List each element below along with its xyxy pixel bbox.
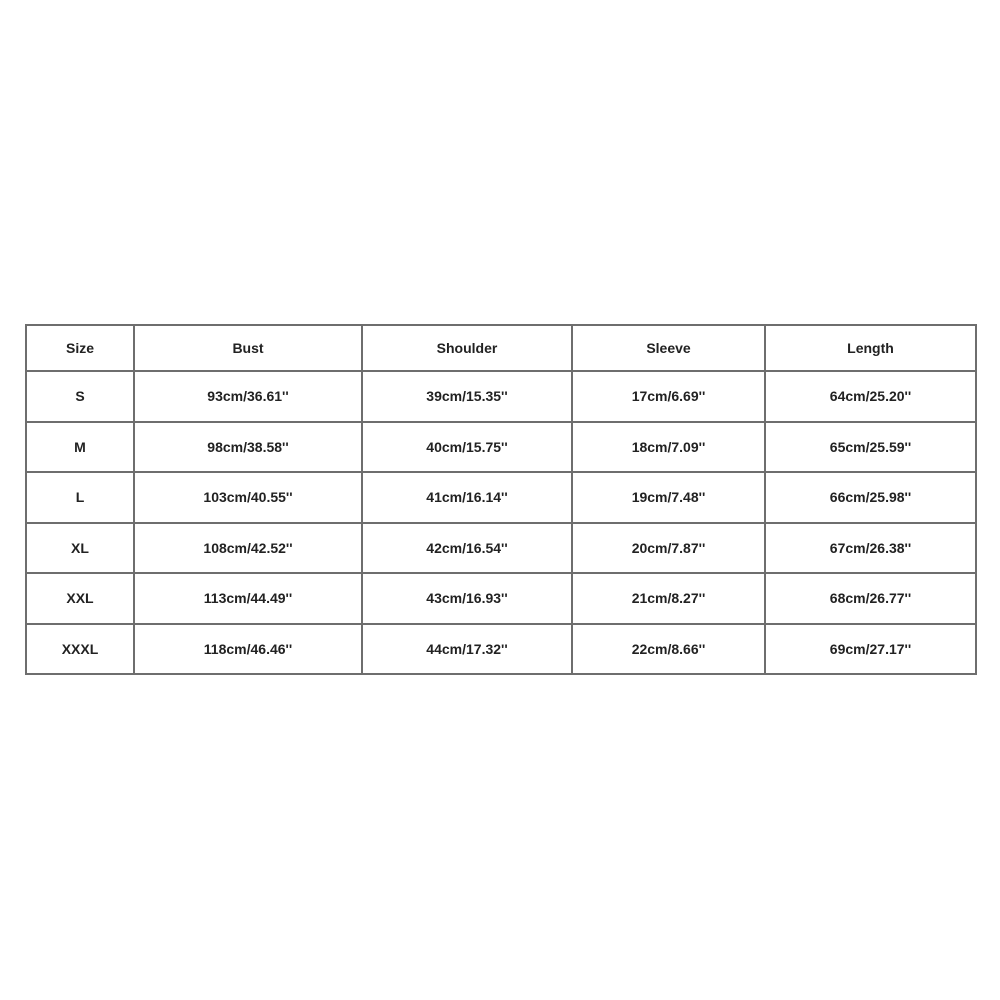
table-row <box>26 472 976 523</box>
cell-length: 64cm/25.20'' <box>765 371 976 422</box>
table-row <box>26 624 976 675</box>
cell-length: 68cm/26.77'' <box>765 573 976 624</box>
cell-sleeve: 20cm/7.87'' <box>572 523 765 574</box>
cell-bust: 103cm/40.55'' <box>134 472 362 523</box>
cell-sleeve: 19cm/7.48'' <box>572 472 765 523</box>
cell-bust: 113cm/44.49'' <box>134 573 362 624</box>
header-bust: Bust <box>134 325 362 371</box>
cell-bust: 98cm/38.58'' <box>134 422 362 473</box>
cell-size: L <box>26 472 134 523</box>
cell-size: XL <box>26 523 134 574</box>
cell-shoulder: 39cm/15.35'' <box>362 371 572 422</box>
cell-length: 67cm/26.38'' <box>765 523 976 574</box>
table-header-row <box>26 325 976 371</box>
header-length: Length <box>765 325 976 371</box>
table-row <box>26 422 976 473</box>
cell-shoulder: 41cm/16.14'' <box>362 472 572 523</box>
header-size: Size <box>26 325 134 371</box>
header-sleeve: Sleeve <box>572 325 765 371</box>
cell-shoulder: 43cm/16.93'' <box>362 573 572 624</box>
cell-shoulder: 40cm/15.75'' <box>362 422 572 473</box>
cell-length: 65cm/25.59'' <box>765 422 976 473</box>
cell-bust: 118cm/46.46'' <box>134 624 362 675</box>
cell-bust: 93cm/36.61'' <box>134 371 362 422</box>
cell-sleeve: 18cm/7.09'' <box>572 422 765 473</box>
cell-sleeve: 17cm/6.69'' <box>572 371 765 422</box>
cell-size: XXXL <box>26 624 134 675</box>
cell-sleeve: 21cm/8.27'' <box>572 573 765 624</box>
header-shoulder: Shoulder <box>362 325 572 371</box>
cell-bust: 108cm/42.52'' <box>134 523 362 574</box>
table-row <box>26 523 976 574</box>
size-chart-table <box>25 324 977 675</box>
table-row <box>26 573 976 624</box>
cell-size: S <box>26 371 134 422</box>
cell-length: 69cm/27.17'' <box>765 624 976 675</box>
cell-shoulder: 44cm/17.32'' <box>362 624 572 675</box>
table-row <box>26 371 976 422</box>
cell-shoulder: 42cm/16.54'' <box>362 523 572 574</box>
cell-sleeve: 22cm/8.66'' <box>572 624 765 675</box>
cell-length: 66cm/25.98'' <box>765 472 976 523</box>
cell-size: XXL <box>26 573 134 624</box>
cell-size: M <box>26 422 134 473</box>
